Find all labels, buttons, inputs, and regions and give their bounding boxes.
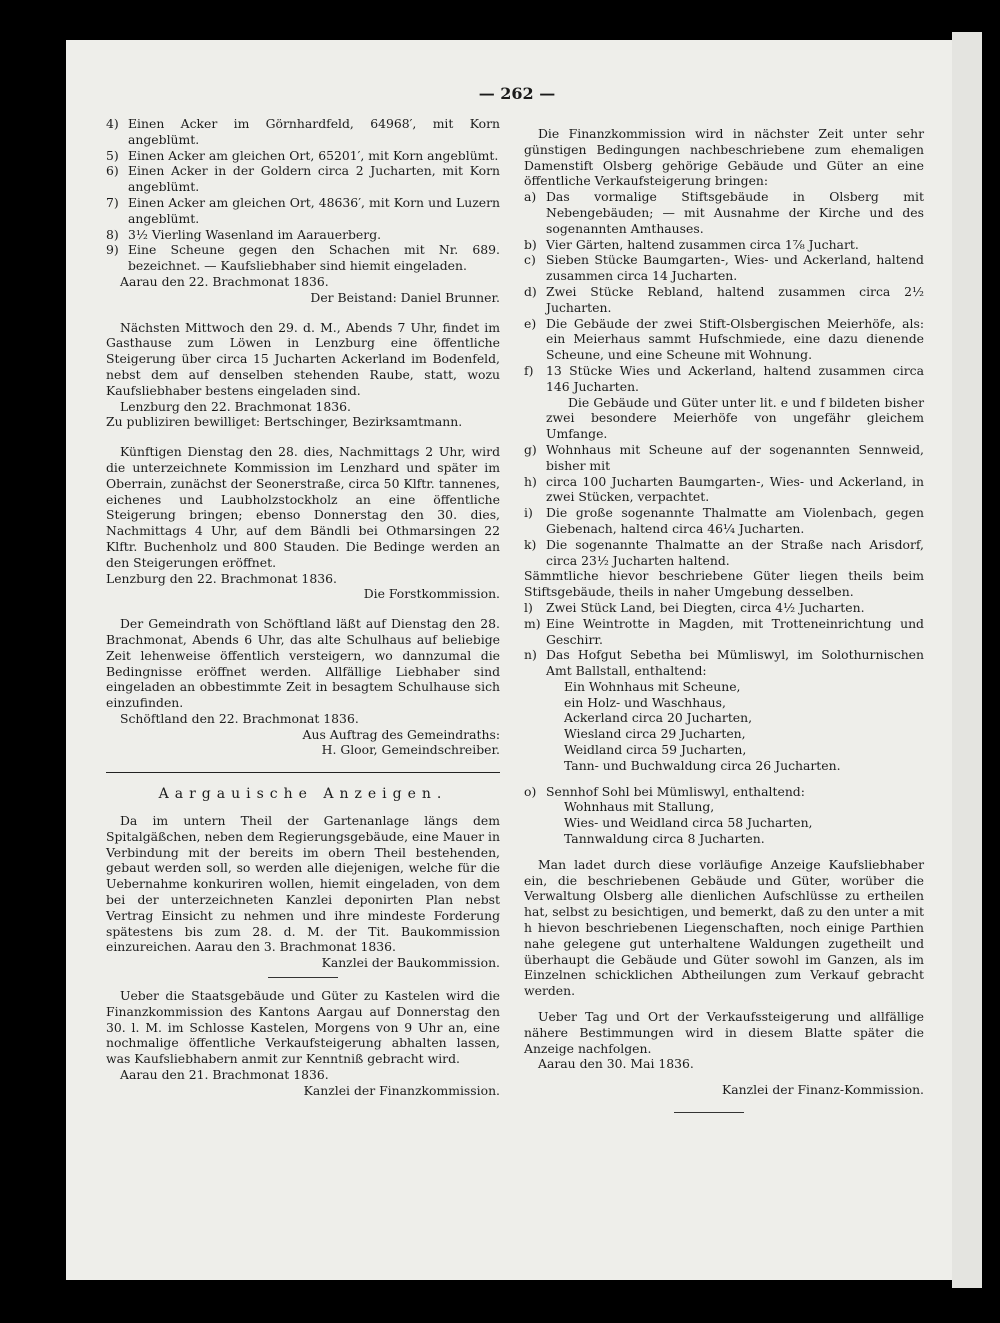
list-item — [524, 284, 924, 316]
signature-3: Die Forstkommission. — [363, 586, 500, 602]
detail-line: Weidland circa 59 Jucharten, — [564, 742, 747, 758]
item-text: Sieben Stücke Baumgarten-, Wies- und Ackerland, haltend zusammen circa 14 Jucharten. — [546, 252, 924, 284]
item-marker: 8) — [106, 226, 119, 242]
item-text: Einen Acker am gleichen Ort, 48636′, mit Korn und Luzern angeblümt. — [128, 194, 500, 226]
item-text: Zwei Stücke Rebland, haltend zusammen circa 2½ Jucharten. — [546, 283, 924, 315]
date-line-2: Lenzburg den 22. Brachmonat 1836. — [120, 398, 351, 414]
item-text: Vier Gärten, haltend zusammen circa 1⅞ Juchart. — [546, 236, 859, 252]
item-marker: c) — [524, 252, 536, 268]
item-marker: 5) — [106, 147, 119, 163]
date-line-6: Aarau den 21. Brachmonat 1836. — [120, 1067, 329, 1083]
detail-line: Wiesland circa 29 Jucharten, — [564, 726, 746, 742]
list-item — [106, 227, 500, 243]
notice-kastelen: Ueber die Staatsgebäude und Güter zu Kastelen wird die Finanzkommission des Kantons Aargau auf Donnerstag den 30. l. M. im Schlosse Kastelen, Morgens von 9 Uhr an, eine nochmalige öffentliche Verkaufsteigerung abhalten lassen, was Kaufsliebhabern anmit zur Kenntniß gebracht wird. — [106, 988, 500, 1067]
item-n-details — [524, 679, 924, 774]
notice-lenzburg: Nächsten Mittwoch den 29. d. M., Abends 7 Uhr, findet im Gasthause zum Löwen in Lenzburg eine öffentliche Steigerung über circa 15 Jucharten Ackerland im Bodenfeld, nebst dem auf denselben stehenden Raube, statt, wozu Kaufsliebhaber bestens eingeladen sind. — [106, 319, 500, 398]
item-o — [524, 784, 924, 800]
item-text: Die Gebäude der zwei Stift-Olsbergischen Meierhöfe, als: ein Meierhaus sammt Hufschmiede, eine dazu dienende Scheune, und eine Scheune mit Wohnung. — [546, 315, 924, 363]
notice-schoeftland: Der Gemeindrath von Schöftland läßt auf Dienstag den 28. Brachmonat, Abends 6 Uhr, das alte Schulhaus auf beliebige Zeit lehenweise öffentlich versteigern, wo dannzumal die Bedingnisse eröffnet werden. Allfällige Liebhaber sind eingeladen an obbestimmte Zeit in besagtem Schulhause sich einzufinden. — [106, 616, 500, 711]
item-list-1 — [106, 116, 500, 274]
item-text: circa 100 Jucharten Baumgarten-, Wies- und Ackerland, in zwei Stücken, verpachtet. — [546, 473, 924, 505]
list-item — [524, 237, 924, 253]
list-item — [524, 363, 924, 395]
olsberg-items-l-n — [524, 600, 924, 679]
item-marker: n) — [524, 647, 537, 663]
item-text: Einen Acker im Görnhardfeld, 64968′, mit Korn angeblümt. — [128, 116, 500, 147]
list-item — [524, 600, 924, 616]
list-item — [524, 616, 924, 648]
item-marker: 7) — [106, 194, 119, 210]
item-marker: 4) — [106, 116, 119, 131]
note-e-f: Die Gebäude und Güter unter lit. e und f bildeten bisher zwei besondere Meierhöfe von ungefähr gleichem Umfange. — [546, 394, 924, 442]
item-marker: d) — [524, 283, 537, 299]
list-item — [106, 148, 500, 164]
list-item — [524, 474, 924, 506]
item-marker: 6) — [106, 163, 119, 179]
item-marker: g) — [524, 441, 537, 457]
list-item — [524, 537, 924, 569]
item-marker: l) — [524, 599, 533, 615]
item-marker: e) — [524, 315, 537, 331]
olsberg-items-g-k — [524, 442, 924, 568]
next-page-edge — [952, 32, 982, 1288]
date-line-right: Aarau den 30. Mai 1836. — [538, 1056, 694, 1072]
list-item — [106, 116, 500, 148]
item-text: Zwei Stück Land, bei Diegten, circa 4½ Jucharten. — [546, 599, 865, 615]
detail-line: Ein Wohnhaus mit Scheune, — [564, 678, 741, 694]
olsberg-items-a-f — [524, 189, 924, 394]
list-item — [524, 505, 924, 537]
list-item — [106, 195, 500, 227]
item-text: Einen Acker am gleichen Ort, 65201′, mit Korn angeblümt. — [128, 147, 499, 163]
detail-line: Tannwaldung circa 8 Jucharten. — [564, 831, 765, 847]
item-marker: h) — [524, 473, 537, 489]
signature-5: Kanzlei der Baukommission. — [321, 955, 500, 971]
notice-forst: Künftigen Dienstag den 28. dies, Nachmittags 2 Uhr, wird die unterzeichnete Kommission im Lenzhard und später im Oberrain, zunächst der Seonerstraße, circa 50 Klftr. tannenes, eichenes und Laubholzstockholz an eine öffentliche Steigerung bringen; ebenso Donnerstag den 30. dies, Nachmittags 4 Uhr, auf dem Bändli bei Othmarsingen 22 Klftr. Buchenholz und 800 Stauden. Die Bedinge werden an den Steigerungen eröffnet. — [106, 444, 500, 570]
item-text: 13 Stücke Wies und Ackerland, haltend zusammen circa 146 Jucharten. — [546, 362, 924, 394]
closing-paragraph-1: Man ladet durch diese vorläufige Anzeige Kaufsliebhaber ein, die beschriebenen Gebäude und Güter, worüber die Verwaltung Olsberg alle dienlichen Aufschlüsse zu ertheilen hat, selbst zu besichtigen, und bemerkt, daß zu den unter a mit h hievon beschriebenen Liegenschaften, noch einige Parthien nahe gelegene gut unterhaltene Waldungen zugetheilt und überhaupt die Gebäude und Güter sowohl im Ganzen, als im Einzelnen schicklichen Abtheilungen zum Verkauf gebracht werden. — [524, 856, 924, 999]
item-marker: a) — [524, 189, 537, 205]
item-text: Wohnhaus mit Scheune auf der sogenannten Sennweid, bisher mit — [546, 441, 924, 473]
item-marker: 9) — [106, 242, 119, 258]
item-text: Einen Acker in der Goldern circa 2 Jucharten, mit Korn angeblümt. — [128, 163, 500, 195]
item-marker: b) — [524, 236, 537, 252]
item-text: Sennhof Sohl bei Mümliswyl, enthaltend: — [546, 783, 805, 799]
list-item — [524, 442, 924, 474]
note-k: Sämmtliche hievor beschriebene Güter liegen theils beim Stiftsgebäude, theils in naher Umgebung desselben. — [524, 568, 924, 600]
item-marker: k) — [524, 536, 537, 552]
detail-line: ein Holz- und Waschhaus, — [564, 694, 726, 710]
separator-short — [268, 977, 338, 978]
detail-line: Tann- und Buchwaldung circa 26 Jucharten. — [564, 757, 841, 773]
notice-gartenanlage: Da im untern Theil der Gartenanlage längs dem Spitalgäßchen, neben dem Regierungsgebäude, eine Mauer in Verbindung mit der bereits im obern Theil bestehenden, gebaut werden soll, so werden alle diejenigen, welche für die Uebernahme konkuriren wollen, hiemit eingeladen, von dem bei der unterzeichneten Kanzlei deponirten Plan nebst Vertrag Einsicht zu nehmen und ihre mindeste Forderung spätestens bis zum 28. d. M. der Tit. Baukommission einzureichen. Aarau den 3. Brachmonat 1836. — [106, 813, 500, 955]
detail-line: Wohnhaus mit Stallung, — [564, 799, 715, 815]
list-item — [524, 316, 924, 363]
section-rule — [106, 772, 500, 773]
olsberg-intro: Die Finanzkommission wird in nächster Zeit unter sehr günstigen Bedingungen nachbeschriebene zum ehemaligen Damenstift Olsberg gehörige Gebäude und Güter an eine öffentliche Verkaufsteigerung bringen: — [524, 126, 924, 189]
list-item — [106, 163, 500, 195]
signature-2: Zu publiziren bewilliget: Bertschinger, Bezirksamtmann. — [106, 414, 463, 430]
list-item — [106, 242, 500, 274]
item-marker: i) — [524, 505, 533, 521]
item-text: Eine Weintrotte in Magden, mit Trotteneinrichtung und Geschirr. — [546, 615, 924, 647]
list-item — [524, 252, 924, 284]
detail-line: Ackerland circa 20 Jucharten, — [564, 710, 753, 726]
signature-4a: Aus Auftrag des Gemeindraths: — [302, 726, 500, 742]
item-text: 3½ Vierling Wasenland im Aarauerberg. — [128, 226, 382, 242]
closing-paragraph-2: Ueber Tag und Ort der Verkaufssteigerung und allfällige nähere Bestimmungen wird in diesem Blatte später die Anzeige nachfolgen. — [524, 1009, 924, 1056]
section-heading: Aargauische Anzeigen. — [158, 786, 448, 803]
list-item — [524, 647, 924, 679]
right-column — [524, 126, 924, 1113]
signature-right: Kanzlei der Finanz-Kommission. — [721, 1082, 924, 1098]
list-item — [524, 189, 924, 236]
item-text: Das vormalige Stiftsgebäude in Olsberg mit Nebengebäuden; — mit Ausnahme der Kirche und des sogenannten Amthauses. — [546, 189, 924, 236]
end-rule — [674, 1112, 744, 1113]
date-line-1: Aarau den 22. Brachmonat 1836. — [120, 273, 329, 289]
item-marker: f) — [524, 362, 534, 378]
item-o-details — [524, 799, 924, 846]
left-column — [106, 116, 500, 1099]
signature-1: Der Beistand: Daniel Brunner. — [310, 289, 500, 305]
item-text: Die große sogenannte Thalmatte am Violenbach, gegen Giebenach, haltend circa 46¼ Jucharten. — [546, 505, 924, 536]
date-line-4: Schöftland den 22. Brachmonat 1836. — [120, 710, 359, 726]
date-line-3: Lenzburg den 22. Brachmonat 1836. — [106, 570, 337, 586]
item-marker: o) — [524, 783, 537, 799]
item-marker: m) — [524, 615, 541, 631]
item-text: Das Hofgut Sebetha bei Mümliswyl, im Solothurnischen Amt Ballstall, enthaltend: — [546, 647, 924, 679]
detail-line: Wies- und Weidland circa 58 Jucharten, — [564, 815, 813, 831]
item-text: Die sogenannte Thalmatte an der Straße nach Arisdorf, circa 23½ Jucharten haltend. — [546, 536, 924, 568]
page-number: — 262 — — [478, 84, 556, 103]
item-text: Eine Scheune gegen den Schachen mit Nr. 689. bezeichnet. — Kaufsliebhaber sind hiemit eingeladen. — [128, 242, 500, 274]
signature-4b: H. Gloor, Gemeindschreiber. — [321, 742, 500, 758]
signature-6: Kanzlei der Finanzkommission. — [303, 1082, 500, 1098]
